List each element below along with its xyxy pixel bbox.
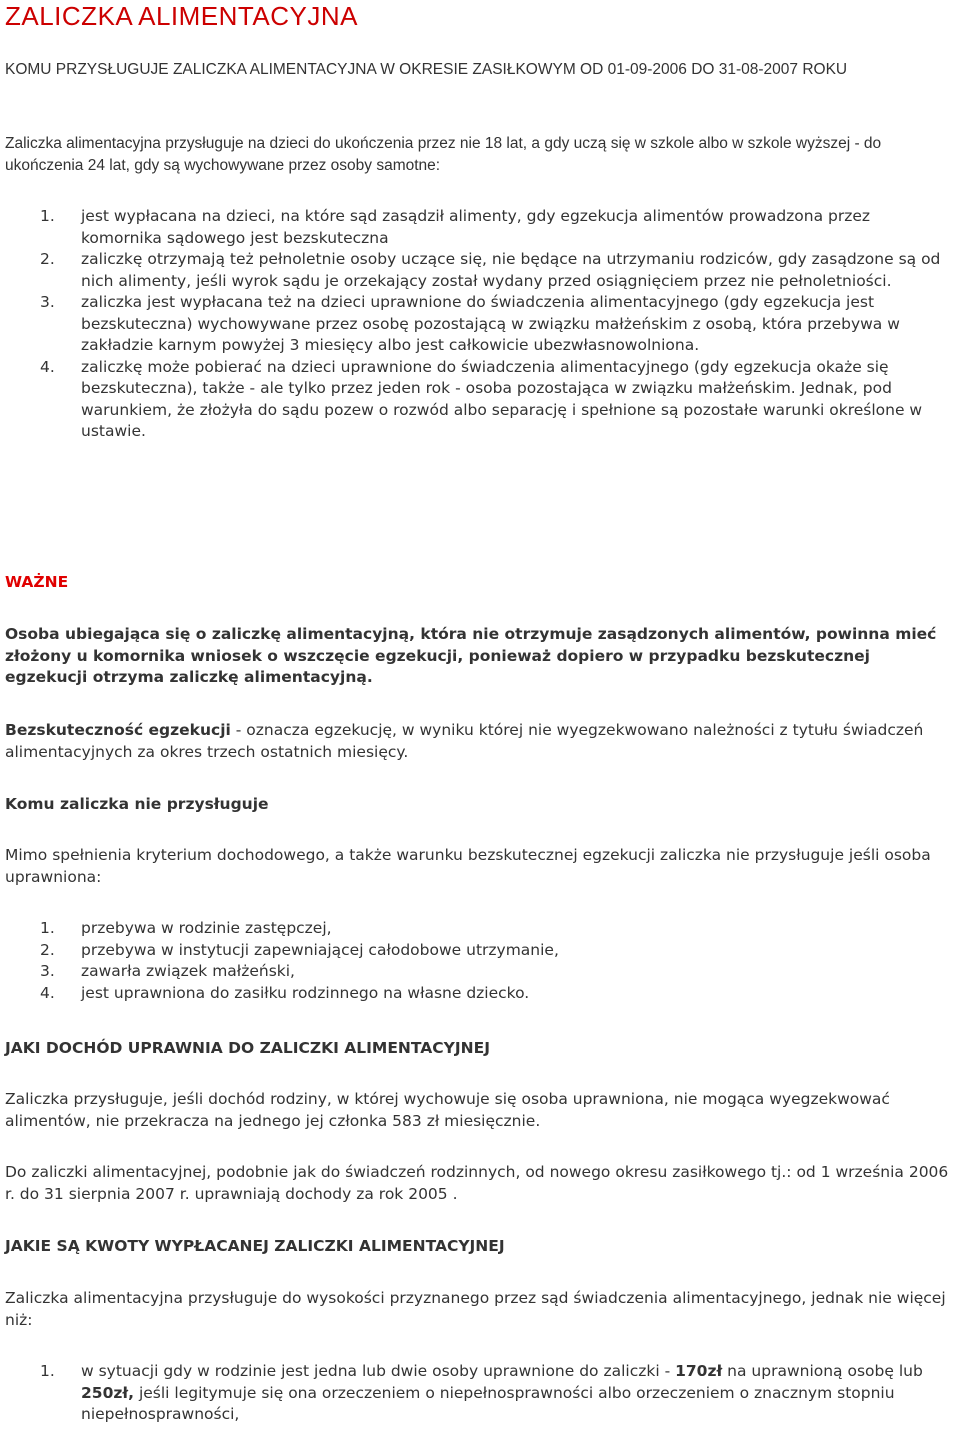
list-text: jest wypłacana na dzieci, na które sąd zasądził alimenty, gdy egzekucja alimentów prowadzona przez komornika sądowego jest bezskuteczna (81, 207, 871, 247)
important-heading: WAŻNE (5, 573, 69, 591)
definition-paragraph (5, 720, 954, 763)
list-text: zaliczkę może pobierać na dzieci uprawnione do świadczenia alimentacyjnego (gdy egzekucja okaże się bezskuteczna), także - ale tylko przez jeden rok - osoba pozostająca w związku małżeńskim. Jednak, pod warunkiem, że złożyła do sądu pozew o rozwód albo separację i spełnione są pozostałe warunki określone w ustawie. (81, 357, 923, 440)
income-paragraph-2: Do zaliczki alimentacyjnej, podobnie jak do świadczeń rodzinnych, od nowego okresu zasiłkowego tj.: od 1 września 2006 r. do 31 sierpnia 2007 r. uprawniają dochody za rok 2005 . (5, 1163, 949, 1203)
list-text: na uprawnioną osobę lub (722, 1362, 923, 1380)
list-text: zawarła związek małżeński, (81, 962, 295, 980)
list-number: 2. (40, 250, 55, 268)
list-number: 1. (40, 207, 55, 225)
exclusions-list (5, 918, 954, 1004)
list-number: 3. (40, 962, 55, 980)
list-number: 4. (40, 357, 55, 376)
income-heading: JAKI DOCHÓD UPRAWNIA DO ZALICZKI ALIMENTACYJNEJ (5, 1039, 490, 1057)
list-text: jeśli legitymuje się ona orzeczeniem o niepełnosprawności albo orzeczeniem o znacznym stopniu niepełnosprawności, (81, 1383, 895, 1423)
list-item (5, 357, 954, 443)
page-title: ZALICZKA ALIMENTACYJNA (5, 1, 358, 31)
list-number: 2. (40, 940, 55, 959)
list-number: 1. (40, 919, 55, 937)
list-number: 1. (40, 1362, 55, 1380)
intro-paragraph: Zaliczka alimentacyjna przysługuje na dzieci do ukończenia przez nie 18 lat, a gdy uczą się w szkole albo w szkole wyższej - do ukończenia 24 lat, gdy są wychowywane przez osoby samotne: (5, 135, 882, 174)
income-paragraph-1: Zaliczka przysługuje, jeśli dochód rodziny, w której wychowuje się osoba uprawniona, nie mogąca wyegzekwować alimentów, nie przekracza na jednego jej członka 583 zł miesięcznie. (5, 1090, 890, 1130)
amounts-intro: Zaliczka alimentacyjna przysługuje do wysokości przyznanego przez sąd świadczenia alimentacyjnego, jednak nie więcej niż: (5, 1289, 946, 1329)
list-item (5, 1361, 954, 1426)
list-item (5, 249, 954, 292)
list-text: zaliczkę otrzymają też pełnoletnie osoby uczące się, nie będące na utrzymaniu rodziców, gdy zasądzone są od nich alimenty, jeśli wyrok sądu je orzekający został wydany przed osiągnięciem przez nie pełnoletniości. (81, 250, 941, 290)
list-number: 4. (40, 983, 55, 1002)
list-text: przebywa w rodzinie zastępczej, (81, 919, 332, 937)
list-item (5, 918, 954, 940)
list-item (5, 983, 954, 1005)
list-text: w sytuacji gdy w rodzinie jest jedna lub dwie osoby uprawnione do zaliczki - (81, 1362, 676, 1380)
amount-value: 250zł, (81, 1383, 135, 1402)
amounts-list (5, 1361, 954, 1426)
definition-text: - oznacza egzekucję, w wyniku której nie wyegzekwowano należności z tytułu świadczeń alimentacyjnych za okres trzech ostatnich miesięcy. (5, 721, 924, 761)
exclusions-heading: Komu zaliczka nie przysługuje (5, 795, 269, 813)
amounts-heading: JAKIE SĄ KWOTY WYPŁACANEJ ZALICZKI ALIMENTACYJNEJ (5, 1237, 505, 1255)
list-item (5, 940, 954, 962)
definition-term: Bezskuteczność egzekucji (5, 721, 231, 739)
subtitle: KOMU PRZYSŁUGUJE ZALICZKA ALIMENTACYJNA W OKRESIE ZASIŁKOWYM OD 01-09-2006 DO 31-08-2007 ROKU (5, 61, 848, 78)
list-item (5, 961, 954, 983)
important-text: Osoba ubiegająca się o zaliczkę alimentacyjną, która nie otrzymuje zasądzonych alimentów, powinna mieć złożony u komornika wniosek o wszczęcie egzekucji, ponieważ dopiero w przypadku bezskutecznej egzekucji otrzyma zaliczkę alimentacyjną. (5, 625, 937, 686)
list-item (5, 206, 954, 249)
list-text: przebywa w instytucji zapewniającej całodobowe utrzymanie, (81, 940, 559, 959)
exclusions-intro: Mimo spełnienia kryterium dochodowego, a także warunku bezskutecznej egzekucji zaliczka nie przysługuje jeśli osoba uprawniona: (5, 846, 931, 886)
list-text: zaliczka jest wypłacana też na dzieci uprawnione do świadczenia alimentacyjnego (gdy egzekucja jest bezskuteczna) wychowywane przez osobę pozostającą w związku małżeńskim z osobą, która przebywa w zakładzie karnym powyżej 3 miesięcy albo jest całkowicie ubezwłasnowolniona. (81, 293, 900, 354)
amount-value: 170zł (675, 1362, 723, 1380)
conditions-list (5, 206, 954, 443)
list-item (5, 292, 954, 357)
list-text: jest uprawniona do zasiłku rodzinnego na własne dziecko. (81, 983, 530, 1002)
list-number: 3. (40, 293, 55, 311)
